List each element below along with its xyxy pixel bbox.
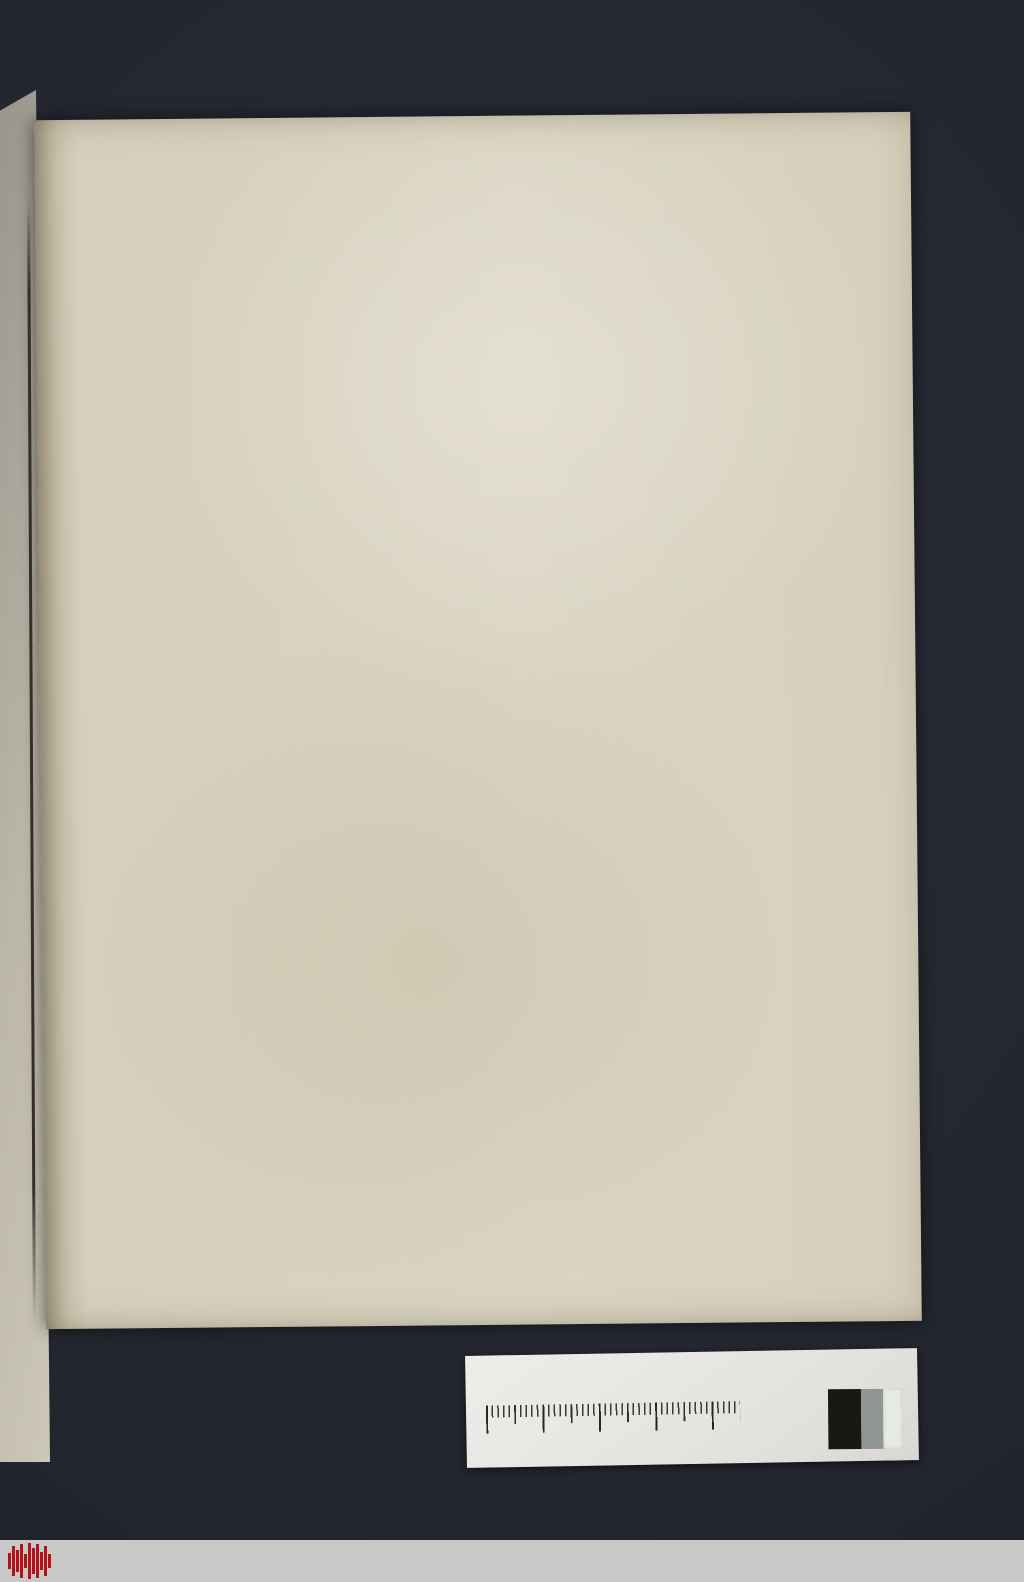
ruler [486, 1401, 741, 1461]
ruler-numbers [486, 1433, 740, 1461]
hab-barcode-icon [8, 1543, 54, 1579]
library-name-label [465, 1355, 917, 1363]
catchword [84, 309, 842, 341]
chapter-heading [83, 219, 841, 260]
patch-light [883, 1389, 903, 1449]
running-title [83, 170, 841, 177]
gray-scale-label [724, 1390, 834, 1392]
book-page [34, 112, 922, 1329]
kodak-wordmark [724, 1390, 834, 1392]
kodak-brand-block [724, 1390, 834, 1392]
kodak-gray-scale-card [465, 1348, 919, 1468]
page-header [83, 170, 841, 211]
patch-black [828, 1389, 862, 1449]
footer-bar [0, 1540, 1024, 1582]
gray-scale-patches [828, 1389, 903, 1450]
ruler-cm-ticks [486, 1401, 740, 1433]
text-block [83, 209, 842, 341]
chapter-title [84, 255, 842, 314]
patch-gray [861, 1389, 884, 1449]
